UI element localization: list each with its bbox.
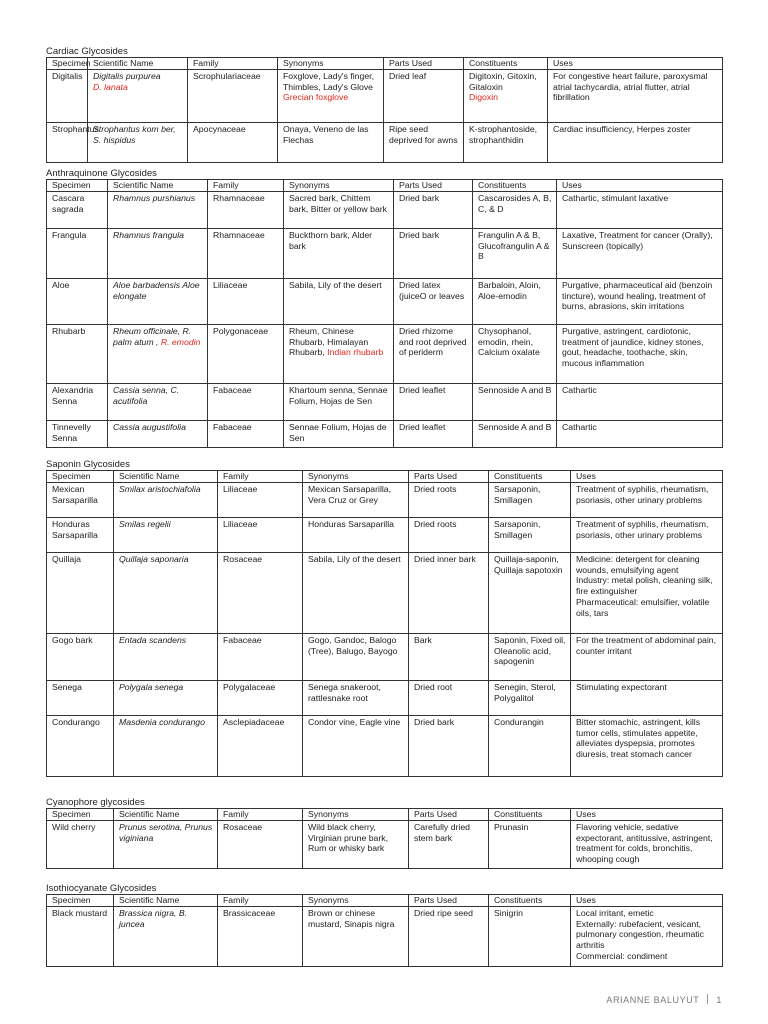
cell-scientific-name: Cassia augustifolia — [108, 420, 208, 447]
cell-family: Rhamnaceae — [208, 191, 284, 228]
cell-parts-used: Carefully dried stem bark — [409, 820, 489, 868]
cell-family: Fabaceae — [208, 420, 284, 447]
cell-parts-used: Dried leaf — [384, 69, 464, 122]
cell-constituents: Sennoside A and B — [473, 420, 557, 447]
cell-synonyms: Wild black cherry, Virginian prune bark, Rum or whisky bark — [303, 820, 409, 868]
cell-parts-used: Dried ripe seed — [409, 906, 489, 966]
section-saponin — [46, 459, 722, 777]
cell-synonyms — [284, 324, 394, 383]
header-cell: Uses — [571, 471, 723, 483]
section-title: Isothiocyanate Glycosides — [46, 883, 157, 894]
cell-scientific-name: Smilax aristochiafolia — [114, 482, 218, 517]
cell-constituents: Condurangin — [489, 715, 571, 776]
header-cell: Scientific Name — [88, 58, 188, 70]
cell-parts-used: Dried bark — [394, 191, 473, 228]
table-row — [47, 906, 723, 966]
cell-specimen: Digitalis — [47, 69, 88, 122]
cell-family: Polygonaceae — [208, 324, 284, 383]
cell-uses: Cathartic — [557, 383, 723, 420]
table-header-row — [47, 180, 723, 192]
table-saponin — [46, 470, 723, 777]
section-cyanophore — [46, 797, 722, 869]
table-row — [47, 69, 723, 122]
cell-scientific-name: Prunus serotina, Prunus viginiana — [114, 820, 218, 868]
scientific-name: Rheum officinale, R. palm atum , — [113, 325, 192, 347]
table-cyanophore — [46, 808, 723, 869]
table-anthraquinone — [46, 179, 723, 448]
cell-family: Asclepiadaceae — [218, 715, 303, 776]
cell-parts-used: Dried leaflet — [394, 383, 473, 420]
header-cell: Family — [218, 471, 303, 483]
cell-synonyms: Honduras Sarsaparilla — [303, 517, 409, 552]
header-cell: Family — [208, 180, 284, 192]
cell-family: Polygalaceae — [218, 680, 303, 715]
cell-specimen: Quillaja — [47, 552, 114, 633]
cell-specimen: Cascara sagrada — [47, 191, 108, 228]
synonym-highlight: Indian rhubarb — [327, 347, 384, 358]
footer-divider — [707, 994, 708, 1004]
cell-uses: Treatment of syphilis, rheumatism, psoriasis, other urinary problems — [571, 482, 723, 517]
header-cell: Specimen — [47, 180, 108, 192]
cell-scientific-name: Rhamnus purshianus — [108, 191, 208, 228]
cell-specimen: Aloe — [47, 278, 108, 324]
table-row — [47, 552, 723, 633]
cell-uses: Stimulating expectorant — [571, 680, 723, 715]
cell-scientific-name: Quillaja saponaria — [114, 552, 218, 633]
header-cell: Synonyms — [303, 809, 409, 821]
cell-synonyms: Senega snakeroot, rattlesnake root — [303, 680, 409, 715]
cell-specimen: Tinnevelly Senna — [47, 420, 108, 447]
cell-constituents: Senegin, Sterol, Polygalitol — [489, 680, 571, 715]
cell-synonyms: Brown or chinese mustard, Sinapis nigra — [303, 906, 409, 966]
section-title: Cyanophore glycosides — [46, 797, 145, 808]
cell-specimen: Senega — [47, 680, 114, 715]
cell-uses: Medicine: detergent for cleaning wounds, emulsifying agent Industry: metal polish, cleaning silk, fire extinguisher Pharmaceutical: emulsifier, volatile oils, tars — [571, 552, 723, 633]
header-cell: Constituents — [464, 58, 548, 70]
cell-family: Fabaceae — [218, 633, 303, 680]
header-cell: Uses — [557, 180, 723, 192]
cell-specimen: Rhubarb — [47, 324, 108, 383]
header-cell: Uses — [548, 58, 723, 70]
header-cell: Specimen — [47, 895, 114, 907]
table-row — [47, 324, 723, 383]
table-row — [47, 278, 723, 324]
cell-specimen: Frangula — [47, 228, 108, 278]
header-cell: Parts Used — [409, 809, 489, 821]
scientific-name-highlight: D. lanata — [93, 81, 128, 92]
table-row — [47, 228, 723, 278]
cell-constituents: Sarsaponin, Smillagen — [489, 517, 571, 552]
cell-specimen: Honduras Sarsaparilla — [47, 517, 114, 552]
header-cell: Scientific Name — [114, 895, 218, 907]
cell-parts-used: Dried roots — [409, 482, 489, 517]
table-row — [47, 715, 723, 776]
cell-parts-used: Dried inner bark — [409, 552, 489, 633]
table-header-row — [47, 809, 723, 821]
header-cell: Synonyms — [303, 471, 409, 483]
cell-parts-used: Ripe seed deprived for awns — [384, 122, 464, 162]
header-cell: Synonyms — [303, 895, 409, 907]
cell-uses: Cathartic, stimulant laxative — [557, 191, 723, 228]
cell-uses: For congestive heart failure, paroxysmal atrial tachycardia, atrial flutter, atrial fibrillation — [548, 69, 723, 122]
cell-uses: Purgative, pharmaceutical aid (benzoin tincture), wound healing, treatment of burns, abrasions, skin irritations — [557, 278, 723, 324]
cell-uses: Treatment of syphilis, rheumatism, psoriasis, other urinary problems — [571, 517, 723, 552]
header-cell: Specimen — [47, 58, 88, 70]
cell-parts-used: Dried bark — [394, 228, 473, 278]
table-isothiocyanate — [46, 894, 723, 967]
cell-synonyms: Gogo, Gandoc, Balogo (Tree), Balugo, Bayogo — [303, 633, 409, 680]
cell-constituents: Barbaloin, Aloin, Aloe-emodin — [473, 278, 557, 324]
cell-synonyms: Condor vine, Eagle vine — [303, 715, 409, 776]
cell-synonyms: Sabila, Lily of the desert — [284, 278, 394, 324]
synonyms-text: Foxglove, Lady's finger, Thimbles, Lady's Glove — [283, 70, 374, 92]
cell-synonyms — [278, 69, 384, 122]
synonyms-text: Rheum, Chinese Rhubarb, Himalayan Rhubarb, — [289, 325, 369, 358]
cell-family: Liliaceae — [208, 278, 284, 324]
cell-scientific-name: Brassica nigra, B. juncea — [114, 906, 218, 966]
cell-synonyms: Sacred bark, Chittem bark, Bitter or yellow bark — [284, 191, 394, 228]
header-cell: Scientific Name — [114, 809, 218, 821]
cell-uses: Cardiac insufficiency, Herpes zoster — [548, 122, 723, 162]
header-cell: Specimen — [47, 471, 114, 483]
cell-parts-used: Dried rhizome and root deprived of periderm — [394, 324, 473, 383]
cell-constituents: Prunasin — [489, 820, 571, 868]
table-row — [47, 122, 723, 162]
table-header-row — [47, 471, 723, 483]
cell-family: Rosaceae — [218, 552, 303, 633]
header-cell: Family — [218, 809, 303, 821]
header-cell: Synonyms — [284, 180, 394, 192]
cell-family: Rosaceae — [218, 820, 303, 868]
table-row — [47, 633, 723, 680]
section-cardiac — [46, 46, 722, 163]
header-cell: Uses — [571, 809, 723, 821]
cell-synonyms: Mexican Sarsaparilla, Vera Cruz or Grey — [303, 482, 409, 517]
cell-synonyms: Khartoum senna, Sennae Folium, Hojas de Sen — [284, 383, 394, 420]
cell-constituents: Cascarosides A, B, C, & D — [473, 191, 557, 228]
cell-uses: Laxative, Treatment for cancer (Orally), Sunscreen (topically) — [557, 228, 723, 278]
cell-scientific-name — [108, 324, 208, 383]
header-cell: Parts Used — [409, 895, 489, 907]
cell-constituents: Saponin, Fixed oil, Oleanolic acid, sapogenin — [489, 633, 571, 680]
header-cell: Specimen — [47, 809, 114, 821]
cell-family: Scrophulariaceae — [188, 69, 278, 122]
table-row — [47, 820, 723, 868]
section-title: Anthraquinone Glycosides — [46, 168, 157, 179]
header-cell: Constituents — [489, 471, 571, 483]
cell-constituents — [464, 69, 548, 122]
cell-specimen: Mexican Sarsaparilla — [47, 482, 114, 517]
cell-parts-used: Dried bark — [409, 715, 489, 776]
cell-specimen: Gogo bark — [47, 633, 114, 680]
header-cell: Constituents — [489, 809, 571, 821]
section-title: Saponin Glycosides — [46, 459, 130, 470]
cell-uses: Flavoring vehicle, sedative expectorant, antitussive, astringent, treatment for colds, bronchitis, whooping cough — [571, 820, 723, 868]
header-cell: Parts Used — [409, 471, 489, 483]
cell-parts-used: Dried latex (juiceO or leaves — [394, 278, 473, 324]
cell-uses: Purgative, astringent, cardiotonic, treatment of jaundice, kidney stones, gout, headache, toothache, skin, mucous inflammation — [557, 324, 723, 383]
cell-family: Fabaceae — [208, 383, 284, 420]
scientific-name: Digitalis purpurea — [93, 70, 161, 81]
cell-family: Brassicaceae — [218, 906, 303, 966]
cell-synonyms: Sabila, Lily of the desert — [303, 552, 409, 633]
cell-synonyms: Onaya, Veneno de las Flechas — [278, 122, 384, 162]
table-row — [47, 517, 723, 552]
cell-uses: Cathartic — [557, 420, 723, 447]
cell-parts-used: Dried root — [409, 680, 489, 715]
constituent-highlight: Digoxin — [469, 92, 498, 103]
cell-constituents: Chysophanol, emodin, rhein, Calcium oxalate — [473, 324, 557, 383]
table-header-row — [47, 895, 723, 907]
cell-scientific-name: Entada scandens — [114, 633, 218, 680]
header-cell: Family — [218, 895, 303, 907]
section-title: Cardiac Glycosides — [46, 46, 128, 57]
cell-synonyms: Buckthorn bark, Alder bark — [284, 228, 394, 278]
cell-parts-used: Bark — [409, 633, 489, 680]
page-number: 1 — [716, 995, 722, 1005]
cell-specimen: Alexandria Senna — [47, 383, 108, 420]
cell-family: Liliaceae — [218, 482, 303, 517]
table-row — [47, 482, 723, 517]
constituents-text: Digitoxin, Gitoxin, Gitaloxin — [469, 70, 537, 92]
cell-scientific-name: Masdenia condurango — [114, 715, 218, 776]
header-cell: Constituents — [473, 180, 557, 192]
section-anthraquinone — [46, 168, 722, 448]
cell-scientific-name: Strophantus kom ber, S. hispidus — [88, 122, 188, 162]
cell-constituents: Sennoside A and B — [473, 383, 557, 420]
header-cell: Synonyms — [278, 58, 384, 70]
table-header-row — [47, 58, 723, 70]
header-cell: Scientific Name — [108, 180, 208, 192]
cell-family: Rhamnaceae — [208, 228, 284, 278]
cell-family: Liliaceae — [218, 517, 303, 552]
cell-specimen: Wild cherry — [47, 820, 114, 868]
cell-family: Apocynaceae — [188, 122, 278, 162]
cell-uses: Local irritant, emetic Externally: rubefacient, vesicant, pulmonary congestion, rheumatic arthritis Commercial: condiment — [571, 906, 723, 966]
cell-constituents: Sinigrin — [489, 906, 571, 966]
synonym-highlight: Grecian foxglove — [283, 92, 349, 103]
cell-specimen: Strophantus — [47, 122, 88, 162]
cell-parts-used: Dried leaflet — [394, 420, 473, 447]
header-cell: Uses — [571, 895, 723, 907]
cell-constituents: Frangulin A & B, Glucofrangulin A & B — [473, 228, 557, 278]
cell-scientific-name: Rhamnus frangula — [108, 228, 208, 278]
cell-specimen: Condurango — [47, 715, 114, 776]
header-cell: Parts Used — [384, 58, 464, 70]
cell-scientific-name: Smilas regelii — [114, 517, 218, 552]
cell-uses: Bitter stomachic, astringent, kills tumor cells, stimulates appetite, alleviates dyspepsia, promotes diuresis, treat stomach cancer — [571, 715, 723, 776]
cell-constituents: Quillaja-saponin, Quillaja sapotoxin — [489, 552, 571, 633]
cell-parts-used: Dried roots — [409, 517, 489, 552]
table-row — [47, 420, 723, 447]
cell-scientific-name: Polygala senega — [114, 680, 218, 715]
header-cell: Constituents — [489, 895, 571, 907]
author-name: ARIANNE BALUYUT — [606, 995, 700, 1005]
cell-constituents: Sarsaponin, Smillagen — [489, 482, 571, 517]
scientific-name-highlight: R. emodin — [160, 336, 201, 347]
cell-scientific-name — [88, 69, 188, 122]
cell-synonyms: Sennae Folium, Hojas de Sen — [284, 420, 394, 447]
header-cell: Scientific Name — [114, 471, 218, 483]
table-row — [47, 680, 723, 715]
cell-uses: For the treatment of abdominal pain, counter irritant — [571, 633, 723, 680]
cell-scientific-name: Cassia senna, C. acutifolia — [108, 383, 208, 420]
header-cell: Parts Used — [394, 180, 473, 192]
cell-scientific-name: Aloe barbadensis Aloe elongate — [108, 278, 208, 324]
header-cell: Family — [188, 58, 278, 70]
section-isothiocyanate — [46, 883, 722, 967]
cell-constituents: K-strophantoside, strophanthidin — [464, 122, 548, 162]
table-row — [47, 383, 723, 420]
page-footer — [606, 994, 722, 1005]
cell-specimen: Black mustard — [47, 906, 114, 966]
table-cardiac — [46, 57, 723, 163]
table-row — [47, 191, 723, 228]
